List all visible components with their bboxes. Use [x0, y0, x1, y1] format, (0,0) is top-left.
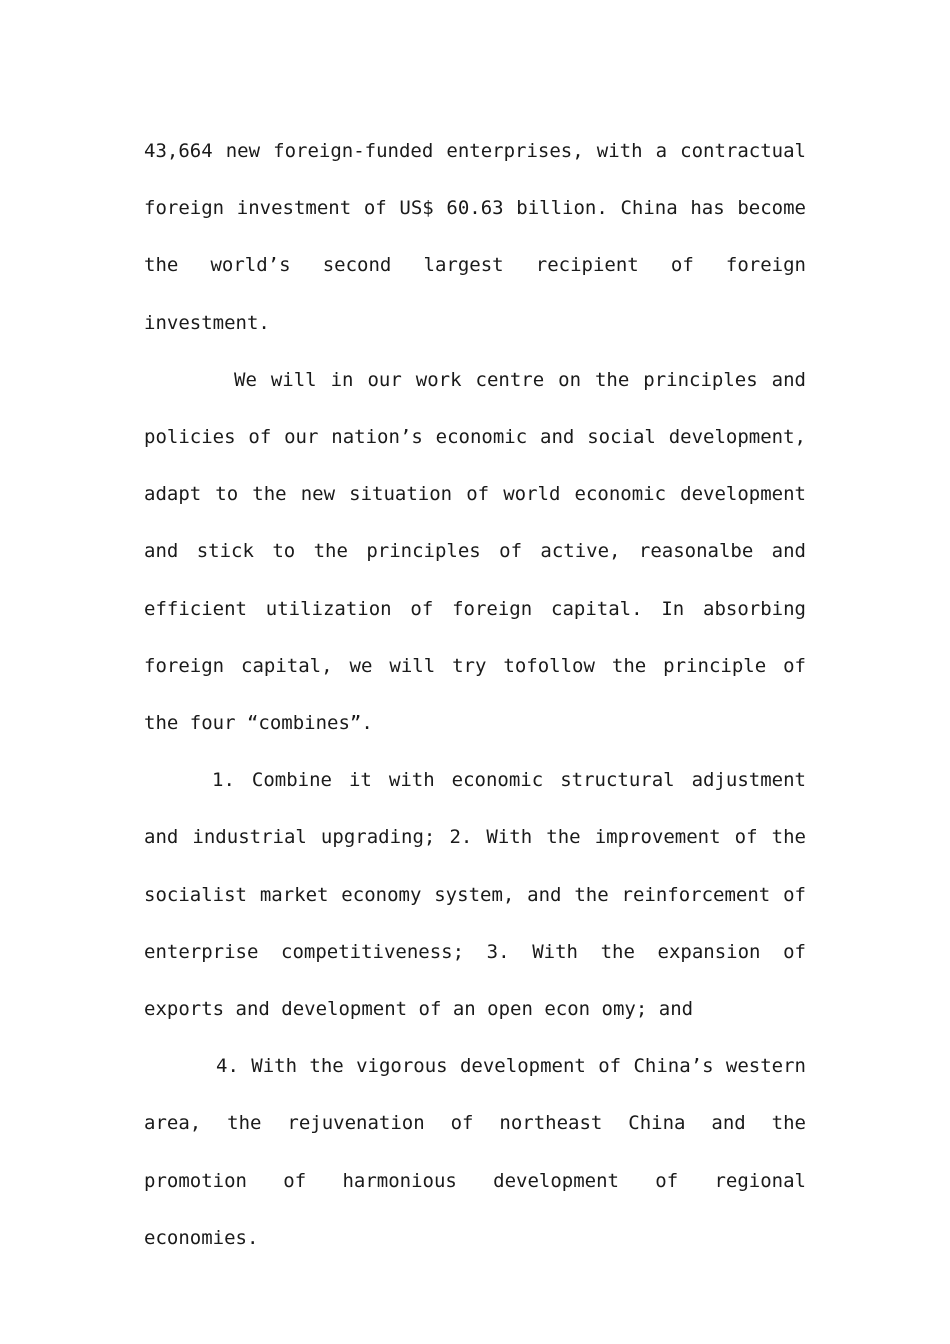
paragraph-combine-4: 4. With the vigorous development of China’s western area, the rejuvenation of northeast China and the promotion of harmonious development of regional economies. — [144, 1055, 806, 1249]
document-body — [144, 123, 806, 1267]
paragraph-work-principles: We will in our work centre on the principles and policies of our nation’s economic and social development, adapt to the new situation of world economic development and stick to the principles of active, reasonalbe and efficient utilization of foreign capital. In absorbing foreign capital, we will try tofollow the principle of the four “combines”. — [144, 368, 806, 735]
paragraph-foreign-investment-stats: 43,664 new foreign-funded enterprises, with a contractual foreign investment of US$ 60.63 billion. China has become the world’s second largest recipient of foreign investment. — [144, 140, 806, 334]
paragraph-combines-1-3: 1. Combine it with economic structural adjustment and industrial upgrading; 2. With the improvement of the socialist market economy system, and the reinforcement of enterprise competitiveness; 3. With the expansion of exports and development of an open econ omy; and — [144, 769, 806, 1021]
